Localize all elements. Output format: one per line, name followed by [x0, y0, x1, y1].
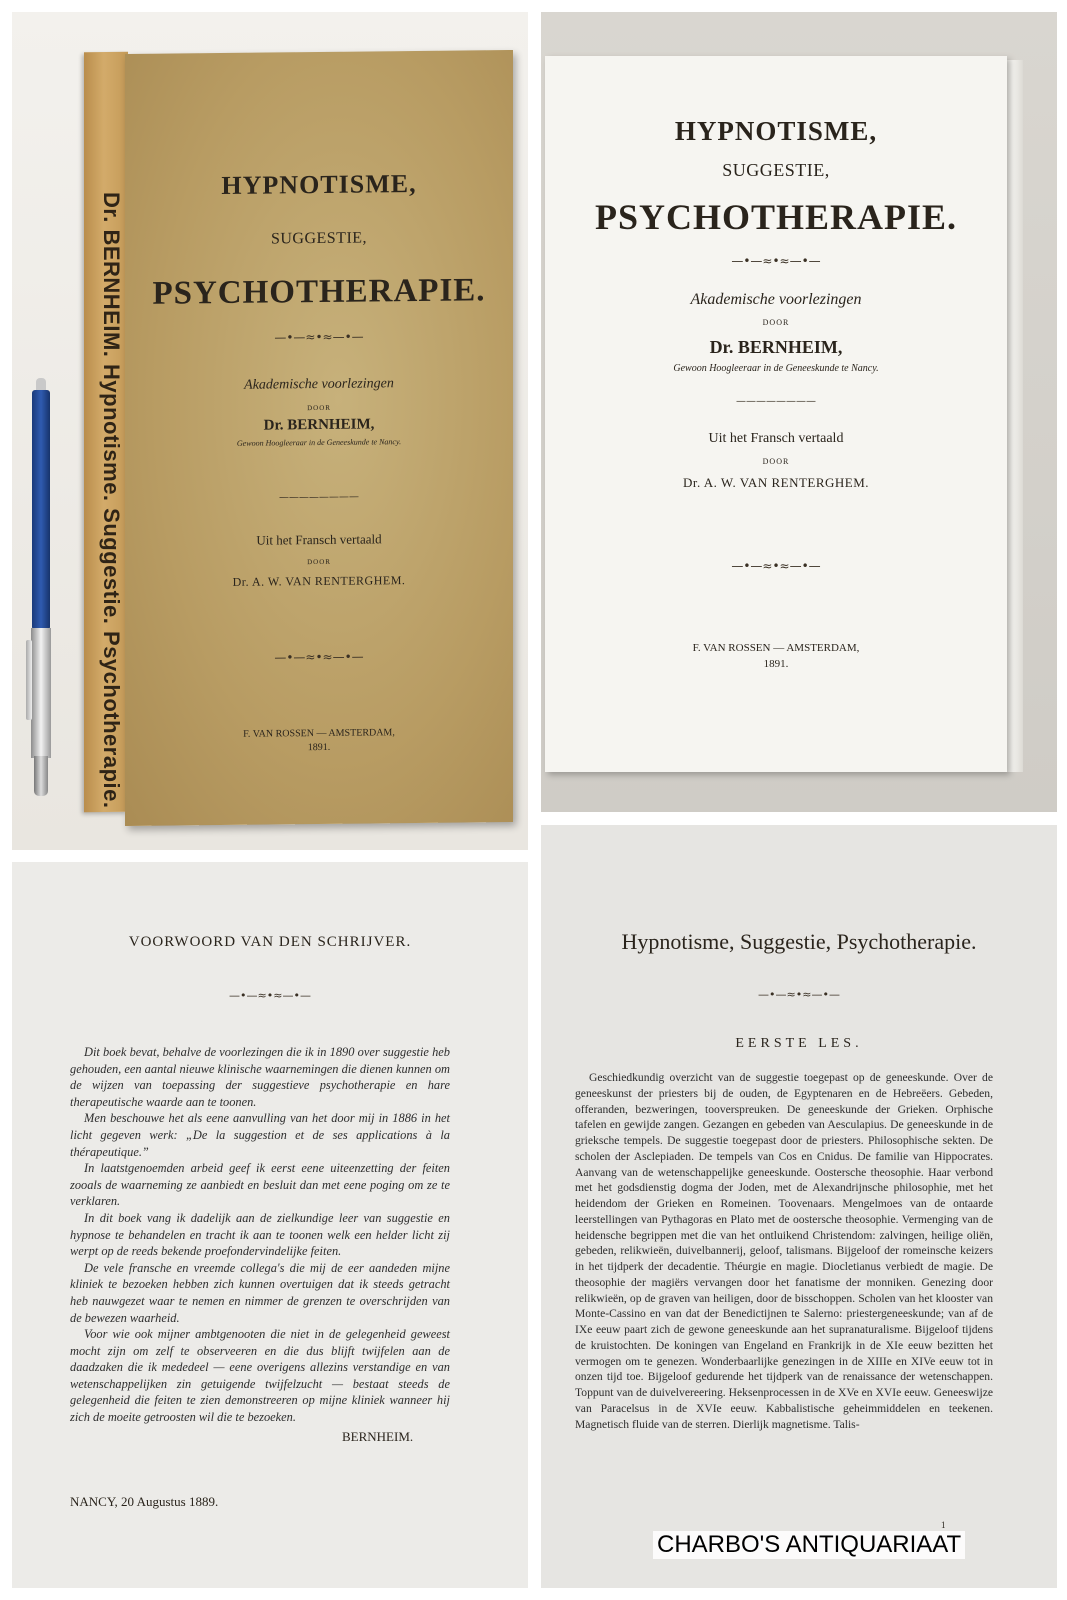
pen-image	[30, 378, 52, 798]
preface-body	[70, 1044, 450, 1426]
cover-affiliation: Gewoon Hoogleeraar in de Geneeskunde te Nancy.	[236, 437, 402, 448]
lesson-paragraph: Geschiedkundig overzicht van de suggestie toegepast op de geneeskunde. Over de geneeskunst der priesters bij de ouden, de Egyptenaren en de Hebreëers. Gebeden, offeranden, bezweringen, tooverspreuken. De geneeskunde der Grieken. Orphische tafelen en gewijde zangen. Gezangen en gebeden van Aesculapius. De geneeskunde in de grieksche tempels. De suggestie toegepast door de priesters. Philosophische sekten. De scholen der Asclepiaden. De tempels van Cos en Cnidus. De familie van Hippocrates. Aanvang van de wetenschappelijke geneeskunde. Oostersche theosophie. Haar verbond met het godsdienstig dogma der Joden, met de Alexandrijnsche philosophie, met het heidendom der Grieken en Romeinen. Toovenaars. Mengelmoes van de ontaarde leerstellingen van Pythagoras en Plato met de oostersche theosophie. Vermenging van de heidensche begrippen met die van het ontluikend Christendom: zalvingen, heilige oliën, gebeden, relikwieën, duivelbannerij, geloof, talismans. Bijgeloof der romeinsche keizers in het tijdperk der decadentie. Théurgie en magie. Diocletianus verbiedt de magie. De theosophie der magiërs vervangen door het fanatisme der monniken. Genezing door relikwieën, op de graven van heiligen, door de bisschoppen. Scholen van het klooster van Monte-Cassino en van dat der Benedictijnen te Salerno: priestergeneeskunde; van af de IXe eeuw paart zich de gewone geneeskunde aan het supranaturalisme. Bijgeloof tijdens de kruistochten. De koningen van Engeland en Frankrijk in de XIe eeuw bezitten het vermogen om te genezen. Wonderbaarlijke genezingen in de XIIIe en XIVe eeuw tot in onzen tijd toe. Bijgeloof gedurende het tijdperk van de renaissance der wetenschappen. Toppunt van de duivelvereering. Heksenprocessen in de XVe en XVIe eeuw. Geneeswijze van Paracelsus in de XVIe eeuw. Kabbalistische geheimmiddelen en teekenen. Magnetisch fluide van de sterren. Dierlijk magnetisme. Talis-	[575, 1071, 993, 1431]
cover-door-1: DOOR	[307, 403, 331, 413]
cover-publisher: F. VAN ROSSEN — AMSTERDAM,	[243, 727, 395, 740]
title-page-panel	[541, 12, 1057, 812]
preface-paragraph: Voor wie ook mijner ambtgenooten die niet in de gelegenheid geweest mocht zijn om zelf te observeeren en die dus blijft twijfelen aan de daadzaken die ik mededeel — eene overigens allezins verstandige en van wetenschappelijken zin getuigende twijfelzucht — bestaat steeds de gelegenheid die feiten te zien demonstreeren op mijne kliniek wanneer hij zich de moeite getroosten wil die te bezoeken.	[70, 1327, 450, 1425]
cover-year: 1891.	[307, 741, 331, 754]
cover-title-line3: PSYCHOTHERAPIE.	[152, 272, 486, 312]
cover-title-line1: HYPNOTISME,	[221, 168, 417, 201]
spine-text: Dr. BERNHEIM. Hypnotisme. Suggestie. Psychotherapie.	[99, 192, 124, 809]
title-page	[545, 56, 1007, 772]
preface-title: VOORWOORD VAN DEN SCHRIJVER.	[128, 934, 412, 950]
title-line2: SUGGESTIE,	[722, 160, 830, 180]
page-number: 1	[941, 1520, 946, 1530]
lesson-running-title: Hypnotisme, Suggestie, Psychotherapie.	[621, 929, 977, 954]
preface-place-date: NANCY, 20 Augustus 1889.	[70, 1494, 219, 1509]
cover-ornament-top: —•—≈•≈—•—	[274, 329, 364, 345]
title-ornament-bottom: —•—≈•≈—•—	[731, 559, 821, 573]
preface-paragraph: De vele fransche en vreemde collega's die mij de eer aandeden mijne kliniek te bezoeken hebben zich kunnen overtuigen dat ik steeds getracht heb nauwgezet waar te nemen en nimmer de grenzen te overschrijden van de bewezen waarheid.	[70, 1260, 450, 1325]
title-affiliation: Gewoon Hoogleeraar in de Geneeskunde te Nancy.	[673, 363, 879, 374]
lesson-panel	[541, 825, 1057, 1588]
title-translator: Dr. A. W. VAN RENTERGHEM.	[682, 475, 870, 490]
shop-watermark: CHARBO'S ANTIQUARIAAT	[653, 1531, 965, 1559]
title-year: 1891.	[763, 658, 789, 670]
preface-signature: BERNHEIM.	[342, 1429, 414, 1444]
preface-paragraph: In laatstgenoemden arbeid geef ik eerst eene uiteenzetting der feiten zooals de waarneming ze aanbiedt en besluit dan met eene poging om ze te verklaren.	[70, 1161, 450, 1209]
title-author: Dr. BERNHEIM,	[709, 337, 843, 357]
lesson-body	[575, 1070, 993, 1432]
cover-ornament-bottom: —•—≈•≈—•—	[274, 649, 364, 665]
cover-translator: Dr. A. W. VAN RENTERGHEM.	[232, 573, 406, 589]
title-subtitle: Akademische voorlezingen	[690, 291, 862, 308]
title-rule: ————————	[736, 396, 816, 407]
title-door-1: DOOR	[762, 318, 790, 327]
cover-photo-panel	[12, 12, 528, 850]
cover-author: Dr. BERNHEIM,	[263, 416, 375, 434]
preface-panel	[12, 862, 528, 1588]
preface-ornament: —•—≈•≈—•—	[229, 989, 311, 1002]
cover-translated: Uit het Fransch vertaald	[256, 531, 382, 548]
preface-paragraph: In dit boek vang ik dadelijk aan de zielkundige leer van suggestie en hypnose te behandelen en tracht ik aan te toonen welk een helder licht zij werpt op de reeds bekende proefondervindelijke feiten.	[70, 1210, 450, 1259]
title-translated: Uit het Fransch vertaald	[708, 431, 844, 446]
title-line1: HYPNOTISME,	[674, 116, 878, 146]
cover-title-line2: SUGGESTIE,	[270, 229, 368, 248]
title-door-2: DOOR	[762, 457, 790, 466]
lesson-ornament: —•—≈•≈—•—	[758, 988, 840, 1001]
title-publisher: F. VAN ROSSEN — AMSTERDAM,	[692, 642, 860, 654]
lesson-heading: EERSTE LES.	[735, 1036, 863, 1051]
cover-rule: ————————	[279, 491, 359, 504]
book-cover	[125, 50, 513, 826]
title-ornament-top: —•—≈•≈—•—	[731, 254, 821, 268]
preface-paragraph: Dit boek bevat, behalve de voorlezingen die ik in 1890 over suggestie heb gehouden, een aantal nieuwe klinische waarnemingen die dienen kunnen om de wijzen van toepassing der suggestieve psychotherapie en hare therapeutische waarde aan te toonen.	[70, 1045, 450, 1109]
title-line3: PSYCHOTHERAPIE.	[594, 197, 958, 237]
cover-door-2: DOOR	[307, 557, 331, 567]
preface-paragraph: Men beschouwe het als eene aanvulling van het door mij in 1886 in het licht gegeven werk: „De la suggestion et de ses applications à la thérapeutique.”	[70, 1111, 450, 1159]
cover-subtitle: Akademische voorlezingen	[244, 376, 394, 393]
